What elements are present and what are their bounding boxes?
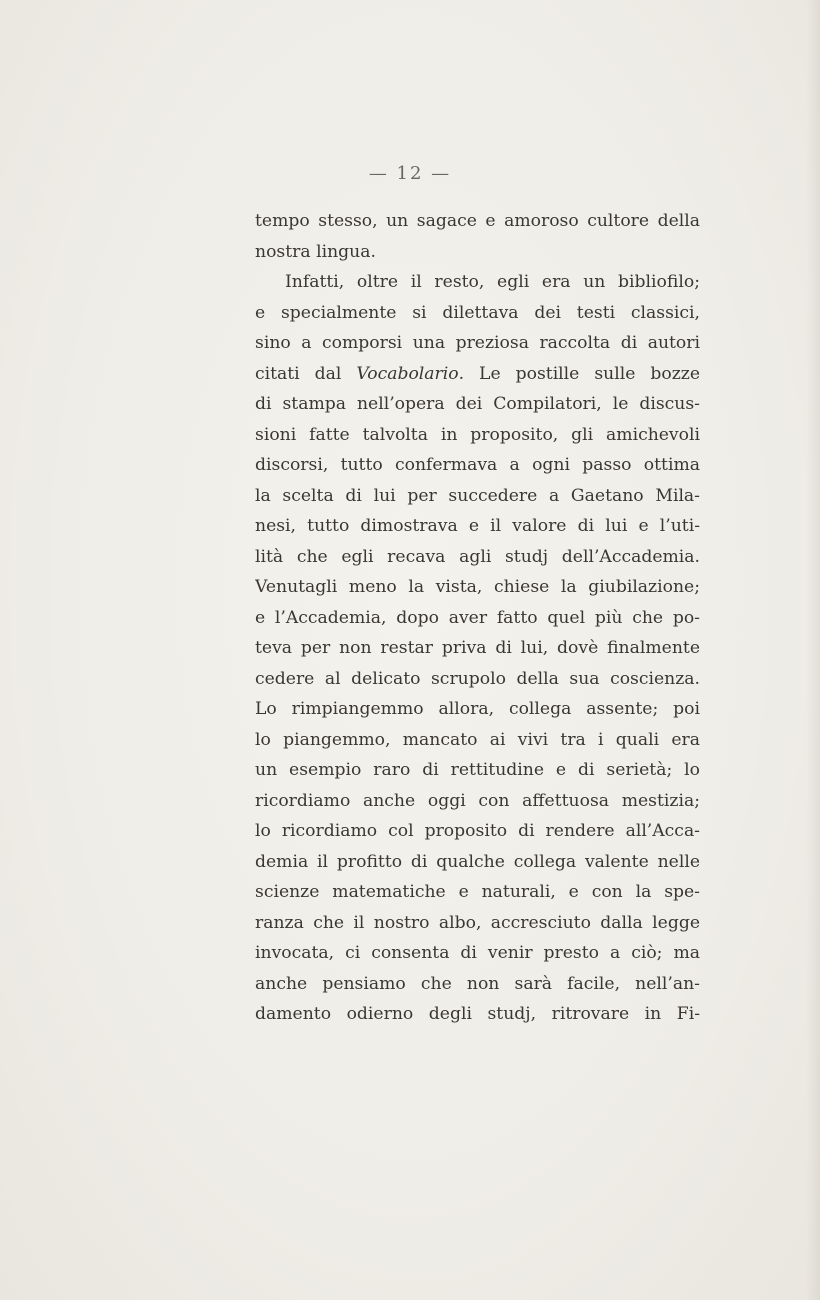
- text-line: ricordiamo anche oggi con affettuosa mestizia;: [255, 790, 700, 811]
- text-line: invocata, ci consenta di venir presto a ciò; ma: [255, 943, 700, 963]
- text-line: Lo rimpiangemmo allora, collega assente; poi: [255, 699, 700, 719]
- text-line: [255, 359, 700, 390]
- text-line: e specialmente si dilettava dei testi classici,: [255, 302, 700, 323]
- text-line: damento odierno degli studj, ritrovare in Fi-: [255, 1004, 700, 1024]
- text-line: la scelta di lui per succedere a Gaetano Mila-: [255, 485, 700, 506]
- text-line: anche pensiamo che non sarà facile, nell’an-: [255, 973, 700, 994]
- text-line: lo ricordiamo col proposito di rendere all’Acca-: [255, 821, 700, 841]
- text-line: lità che egli recava agli studj dell’Accademia.: [255, 546, 700, 567]
- text-line: Venutagli meno la vista, chiese la giubilazione;: [255, 577, 700, 597]
- text-line: tempo stesso, un sagace e amoroso cultore della: [255, 211, 700, 231]
- text-line: nesi, tutto dimostrava e il valore di lui e l’uti-: [255, 516, 700, 536]
- text-line: demia il profitto di qualche collega valente nelle: [255, 851, 700, 872]
- page-edge-shadow: [806, 0, 820, 1300]
- text-line: discorsi, tutto confermava a ogni passo ottima: [255, 455, 700, 475]
- text-segment: . Le postille sulle bozze: [458, 363, 700, 384]
- text-line: ranza che il nostro albo, accresciuto dalla legge: [255, 912, 700, 933]
- italic-title: Vocabolario: [356, 363, 459, 384]
- text-line: cedere al delicato scrupolo della sua coscienza.: [255, 668, 700, 689]
- text-line: teva per non restar priva di lui, dovè finalmente: [255, 638, 700, 658]
- text-line: un esempio raro di rettitudine e di serietà; lo: [255, 760, 700, 780]
- text-line: e l’Accademia, dopo aver fatto quel più che po-: [255, 607, 700, 628]
- text-line: di stampa nell’opera dei Compilatori, le discus-: [255, 394, 700, 414]
- text-line: sino a comporsi una preziosa raccolta di autori: [255, 333, 700, 353]
- text-line: scienze matematiche e naturali, e con la spe-: [255, 882, 700, 902]
- text-line: nostra lingua.: [255, 241, 376, 262]
- page-number: — 12 —: [368, 163, 452, 184]
- body-text: [255, 206, 700, 1030]
- text-line: lo piangemmo, mancato ai vivi tra i quali era: [255, 729, 700, 750]
- text-line: Infatti, oltre il resto, egli era un bibliofilo;: [285, 272, 700, 292]
- text-line: sioni fatte talvolta in proposito, gli amichevoli: [255, 424, 700, 445]
- text-segment: citati dal: [255, 363, 357, 384]
